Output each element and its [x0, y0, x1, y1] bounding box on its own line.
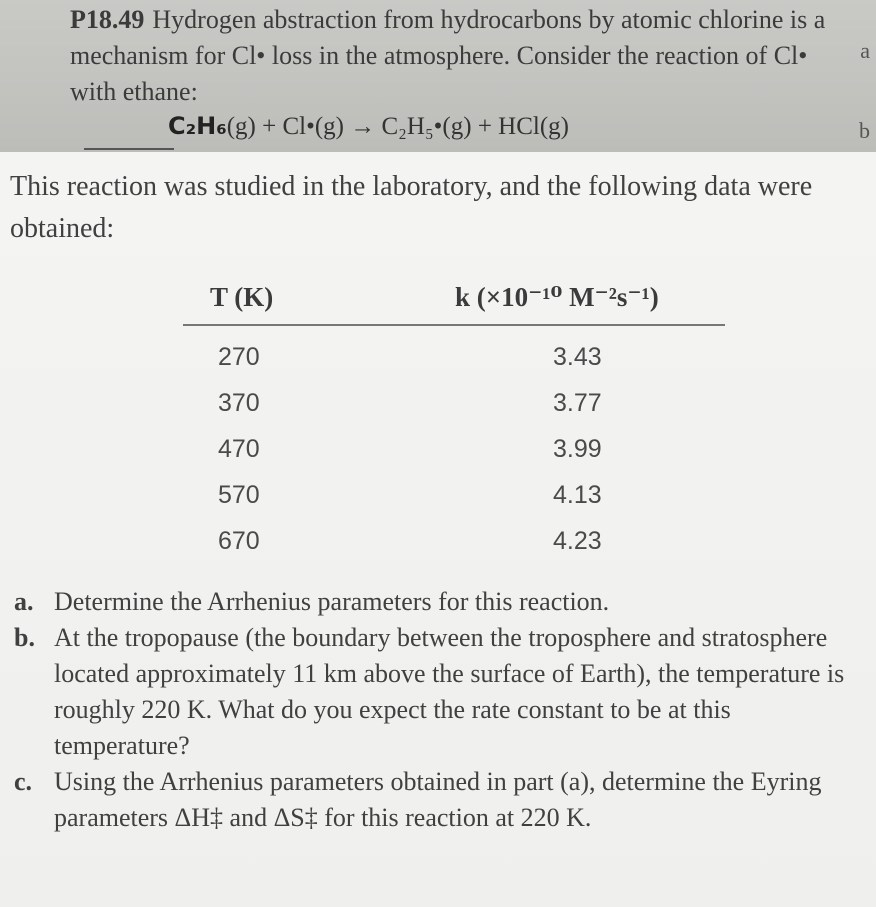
reaction-equation [168, 112, 569, 141]
header-rate-constant: k (×10⁻¹⁰ M⁻²s⁻¹) [455, 282, 659, 312]
question-c [14, 764, 864, 836]
temperature-cell: 370 [218, 389, 260, 417]
temperature-cell: 670 [218, 527, 260, 555]
rate-constant-cell: 4.23 [553, 527, 602, 555]
problem-number: P18.49 [70, 5, 145, 34]
temperature-column [218, 334, 260, 564]
temperature-cell: 470 [218, 435, 260, 463]
question-text: At the tropopause (the boundary between the troposphere and stratosphere located approximately 11 km above the surface of Earth), the temperature is roughly 220 K. What do you expect the rate constant to be at this temperature? [54, 623, 845, 760]
rate-constant-cell: 3.43 [553, 343, 602, 371]
problem-text: Hydrogen abstraction from hydrocarbons by atomic chlorine is a mechanism for Cl• loss in the atmosphere. Consider the reaction of Cl• with ethane: [70, 5, 826, 106]
table-header-rule [183, 324, 725, 326]
equation-blank-line [84, 148, 174, 150]
question-label: b. [14, 623, 35, 652]
rate-constant-cell: 4.13 [553, 481, 602, 509]
question-b [14, 620, 864, 764]
question-text: Using the Arrhenius parameters obtained in part (a), determine the Eyring parameters ΔH‡ and ΔS‡ for this reaction at 220 K. [54, 767, 822, 832]
textbook-page [0, 152, 876, 907]
margin-letter-b: b [859, 118, 870, 143]
question-label: a. [14, 587, 34, 616]
question-label: c. [14, 767, 33, 796]
handwritten-reactant: C₂H₆ [168, 112, 227, 140]
rate-constant-cell: 3.99 [553, 435, 602, 463]
temperature-cell: 570 [218, 481, 260, 509]
previous-page-strip [0, 0, 876, 152]
margin-letter-a: a [860, 38, 870, 63]
equation-text: (g) + Cl•(g) → C₂H₅•(g) + HCl(g) [226, 113, 569, 140]
rate-constant-cell: 3.77 [553, 389, 602, 417]
header-temperature: T (K) [210, 282, 274, 312]
intro-text: This reaction was studied in the laboratory, and the following data were obtained: [10, 171, 813, 244]
rate-constant-column [553, 334, 602, 564]
temperature-cell: 270 [218, 343, 260, 371]
question-text: Determine the Arrhenius parameters for this reaction. [54, 587, 610, 616]
question-a [14, 584, 864, 620]
problem-statement [70, 2, 830, 110]
question-list [14, 584, 864, 836]
